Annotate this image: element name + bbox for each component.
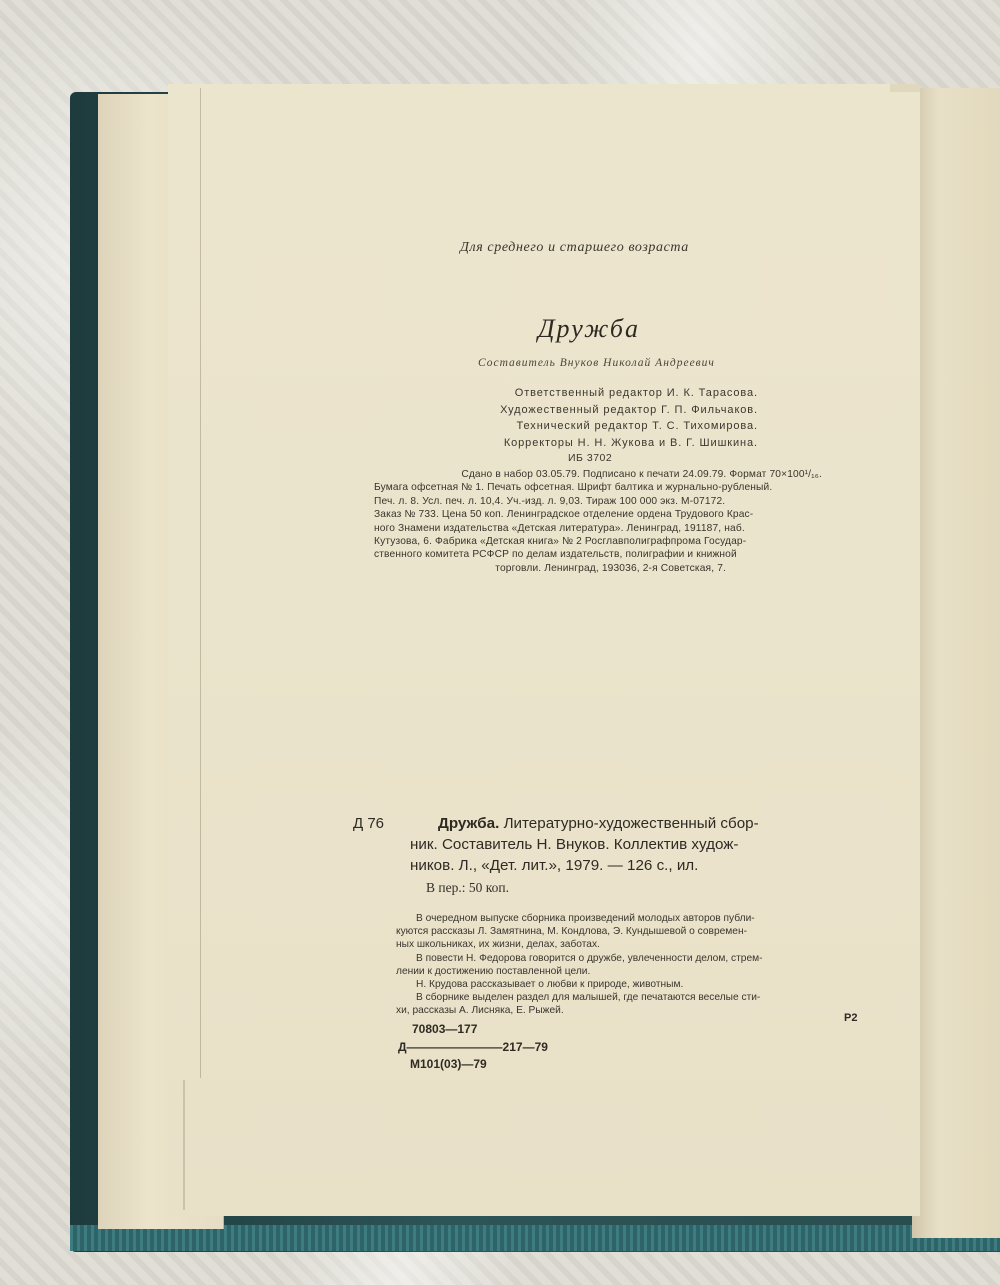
biblio-lead: Дружба.	[438, 815, 500, 832]
credit-line: Ответственный редактор И. К. Тарасова.	[514, 387, 758, 399]
imprint-line: Заказ № 733. Цена 50 коп. Ленинградское отделение ордена Трудового Крас-	[374, 509, 754, 521]
credit-line: Корректоры Н. Н. Жукова и В. Г. Шишкина.	[503, 436, 758, 449]
annotation-line: В очередном выпуске сборника произведений молодых авторов публи-	[416, 913, 755, 924]
biblio-line: ников. Л., «Дет. лит.», 1979. — 126 с., ил.	[410, 857, 699, 874]
annotation-line: В повести Н. Федорова говорится о дружбе, увлеченности делом, стрем-	[416, 952, 763, 964]
biblio-line-first	[410, 813, 860, 834]
imprint-block	[374, 468, 822, 575]
code-line: Д————————217—79	[398, 1039, 548, 1054]
audience-note: Для среднего и старшего возраста	[460, 240, 689, 255]
biblio-line: ник. Составитель Н. Внуков. Коллектив худож-	[410, 836, 739, 853]
annotation-line: хи, рассказы А. Лисняка, Е. Рыжей.	[396, 1005, 564, 1017]
imprint-line: торговли. Ленинград, 193036, 2-я Советская, 7.	[495, 562, 726, 574]
classification-code: Р2	[844, 1012, 858, 1024]
book-title: Дружба	[538, 314, 641, 343]
imprint-line: Сдано в набор 03.05.79. Подписано к печати 24.09.79. Формат 70×100¹/₁₆.	[461, 469, 822, 480]
annotation-line: Н. Крудова рассказывает о любви к природе, животным.	[416, 979, 684, 991]
annotation-line: куются рассказы Л. Замятнина, М. Кондлова, Э. Кундышевой о современ-	[396, 926, 747, 938]
imprint-line: Печ. л. 8. Усл. печ. л. 10,4. Уч.-изд. л. 9,03. Тираж 100 000 экз. М-07172.	[374, 495, 726, 507]
annotation-block	[396, 912, 858, 1018]
editor-credits	[438, 385, 758, 451]
catalog-codes	[398, 1021, 548, 1074]
page-tab	[890, 84, 920, 92]
imprint-line: Кутузова, 6. Фабрика «Детская книга» № 2 Росглавполиграфпрома Государ-	[374, 536, 747, 548]
code-line: 70803—177	[412, 1022, 478, 1036]
right-page	[912, 88, 1000, 1238]
credit-line: Технический редактор Т. С. Тихомирова.	[516, 420, 758, 432]
annotation-line: лении к достижению поставленной цели.	[396, 965, 591, 977]
credit-line: Художественный редактор Г. П. Фильчаков.	[500, 403, 758, 416]
price-line: В пер.: 50 коп.	[426, 880, 509, 895]
page-fold-line-lower	[183, 1080, 185, 1210]
annotation-line: В сборнике выделен раздел для малышей, где печатаются веселые сти-	[416, 992, 761, 1004]
bibliographic-entry	[410, 813, 860, 876]
imprint-line: ственного комитета РСФСР по делам издательств, полиграфии и книжной	[374, 549, 737, 561]
imprint-line: ного Знамени издательства «Детская литература». Ленинград, 191187, наб.	[374, 522, 745, 534]
catalog-number: Д 76	[353, 815, 385, 832]
annotation-line: ных школьниках, их жизни, делах, заботах.	[396, 939, 600, 951]
biblio-line: Литературно-художественный сбор-	[499, 815, 759, 832]
code-line: М101(03)—79	[410, 1057, 487, 1071]
compiler-line: Составитель Внуков Николай Андреевич	[478, 357, 715, 369]
imprint-line: Бумага офсетная № 1. Печать офсетная. Шрифт балтика и журнально-рубленый.	[374, 482, 773, 494]
ib-number: ИБ 3702	[568, 452, 613, 464]
page-fold-line	[200, 88, 201, 1078]
